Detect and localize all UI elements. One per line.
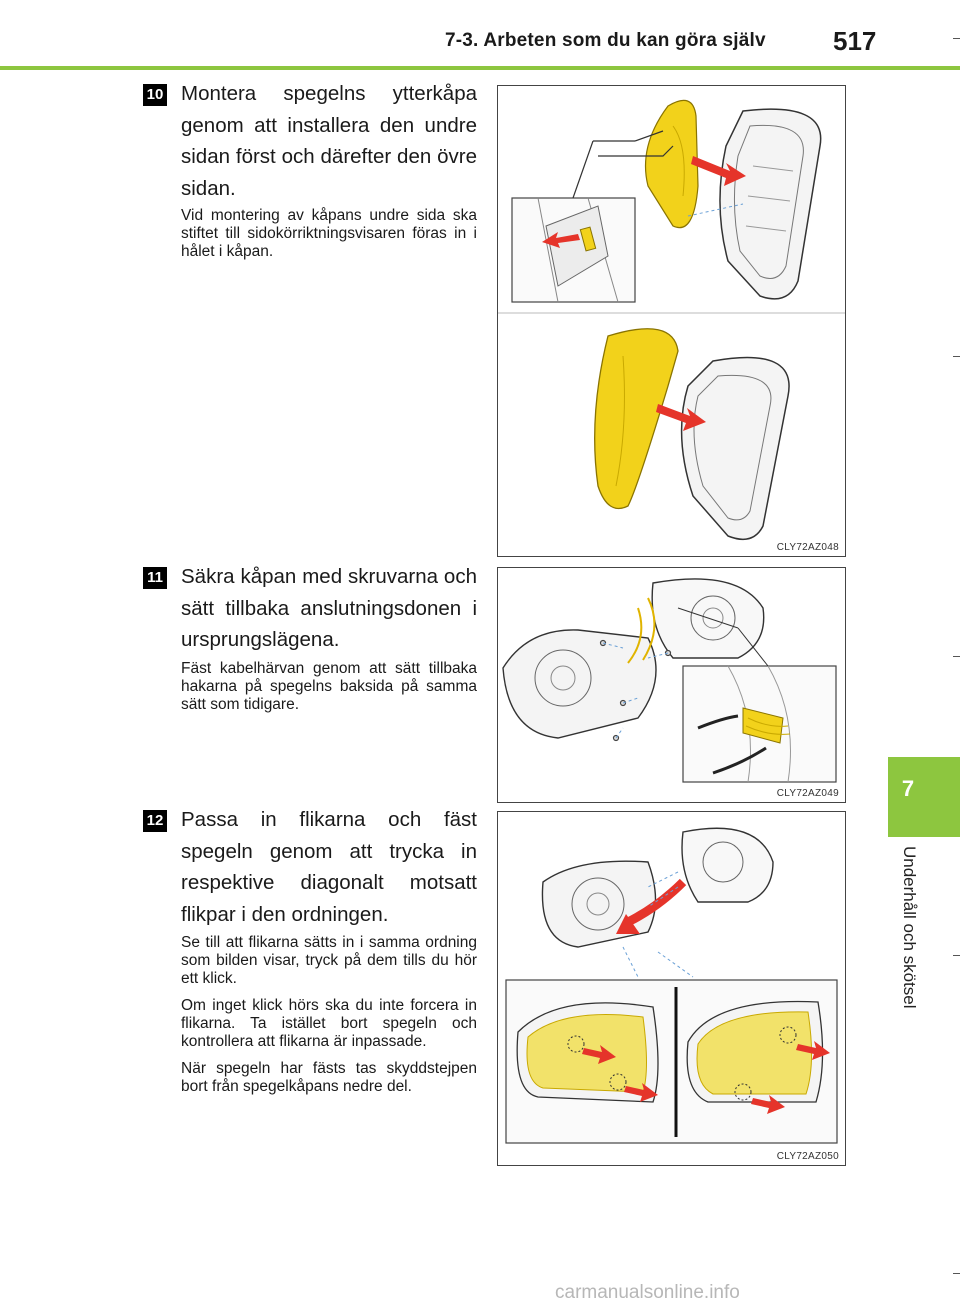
edge-tick (953, 955, 960, 956)
step-instruction: Säkra kåpan med skruvarna och sätt tillbaka anslutningsdonen i ursprungslägena. (181, 565, 477, 651)
chapter-number: 7 (901, 776, 915, 801)
mirror-cover-illustration (497, 85, 846, 557)
page-number: 517 (833, 26, 877, 56)
figure-code: CLY72AZ050 (776, 1151, 839, 1162)
step-note (181, 207, 477, 270)
step-number-badge: 11 (143, 567, 167, 589)
figure-code: CLY72AZ049 (776, 788, 839, 799)
mirror-tabs-drawing (498, 812, 845, 1165)
screws-connectors-drawing (498, 568, 845, 802)
watermark: carmanualsonline.info (555, 1282, 740, 1303)
step-number-badge: 12 (143, 810, 167, 832)
mirror-cover-drawing (498, 86, 845, 556)
edge-tick (953, 38, 960, 39)
step-instruction: Passa in flikarna och fäst spegeln genom att trycka in respektive diagonalt motsatt flikpar i den ordningen. (181, 808, 477, 926)
step-number-badge: 10 (143, 84, 167, 106)
chapter-title (897, 846, 919, 1046)
mirror-tabs-illustration (497, 811, 846, 1166)
edge-tick (953, 356, 960, 357)
step-note (181, 660, 477, 723)
step-instruction: Montera spegelns ytterkåpa genom att installera den undre sidan först och därefter den övre sidan. (181, 82, 477, 200)
note-paragraph: När spegeln har fästs tas skyddstejpen bort från spegelkåpans nedre del. (181, 1060, 477, 1095)
screws-connectors-illustration (497, 567, 846, 803)
note-paragraph: Fäst kabelhärvan genom att sätt tillbaka hakarna på spegelns baksida på samma sätt som tidigare. (181, 660, 477, 713)
step-note (181, 934, 477, 1105)
header-divider (0, 66, 960, 70)
edge-tick (953, 656, 960, 657)
edge-tick (953, 1273, 960, 1274)
figure-code: CLY72AZ048 (776, 542, 839, 553)
note-paragraph: Vid montering av kåpans undre sida ska stiftet till sidokörriktningsvisaren föras in i hålet i kåpan. (181, 207, 477, 260)
note-paragraph: Se till att flikarna sätts in i samma ordning som bilden visar, tryck på dem tills du hör ett klick. (181, 934, 477, 987)
chapter-title-text: Underhåll och skötsel (900, 846, 919, 1009)
note-paragraph: Om inget klick hörs ska du inte forcera in flikarna. Ta istället bort spegeln och kontrollera att flikarna är inpassade. (181, 997, 477, 1050)
section-title: 7-3. Arbeten som du kan göra själv (445, 30, 766, 51)
